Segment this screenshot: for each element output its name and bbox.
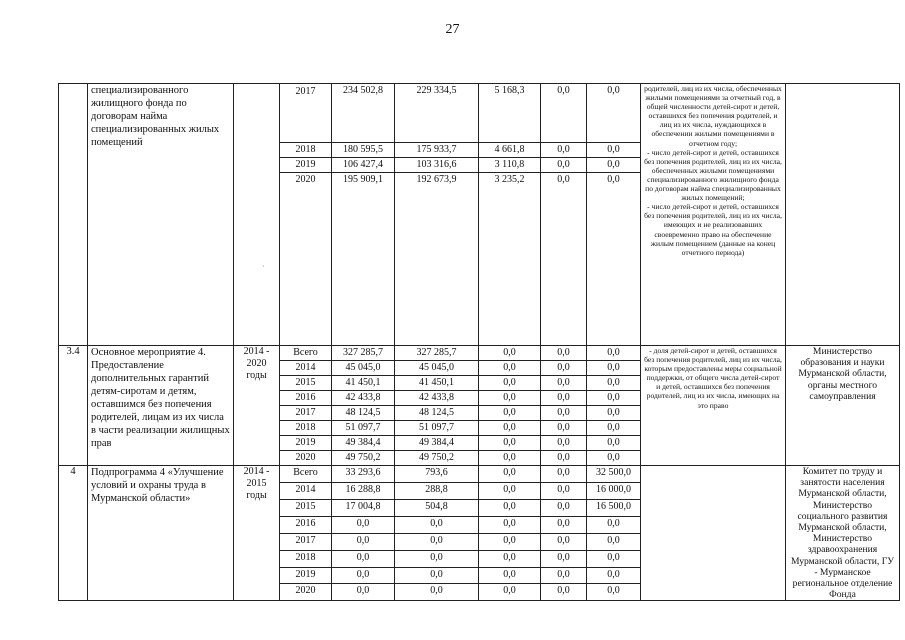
year-cell: 2018 (280, 550, 332, 567)
value-cell: 0,0 (479, 436, 541, 451)
value-cell: 0,0 (479, 421, 541, 436)
year-cell: 2016 (280, 516, 332, 533)
value-cell: 0,0 (541, 466, 587, 483)
value-cell: 0,0 (395, 550, 479, 567)
period-cell: 2014 - 2015 годы (234, 466, 280, 601)
value-cell: 41 450,1 (395, 376, 479, 391)
total-cell: 106 427,4 (332, 158, 395, 173)
value-cell: 32 500,0 (587, 466, 641, 483)
value-cell: 0,0 (541, 436, 587, 451)
value-cell: 0,0 (541, 84, 587, 143)
value-cell: 0,0 (479, 346, 541, 361)
total-cell: 0,0 (332, 533, 395, 550)
number-cell (59, 84, 88, 346)
value-cell: 327 285,7 (395, 346, 479, 361)
total-cell: 49 750,2 (332, 451, 395, 466)
value-cell: 0,0 (541, 421, 587, 436)
period-cell: 2014 - 2020 годы (234, 346, 280, 466)
year-cell: 2019 (280, 158, 332, 173)
value-cell: 3 110,8 (479, 158, 541, 173)
value-cell: 0,0 (479, 584, 541, 601)
value-cell: 0,0 (587, 406, 641, 421)
number-cell: 4 (59, 466, 88, 601)
executor-cell: Министерство образования и науки Мурманской области, органы местного самоуправления (786, 346, 900, 466)
year-cell: 2020 (280, 451, 332, 466)
program-table (58, 83, 900, 601)
value-cell: 5 168,3 (479, 84, 541, 143)
year-cell: 2018 (280, 143, 332, 158)
value-cell: 793,6 (395, 466, 479, 483)
year-cell: 2014 (280, 361, 332, 376)
value-cell: 0,0 (541, 550, 587, 567)
value-cell: 0,0 (479, 533, 541, 550)
measure-name-cell: Подпрограмма 4 «Улучшение условий и охраны труда в Мурманской области» (88, 466, 234, 601)
value-cell: 0,0 (479, 466, 541, 483)
value-cell: 0,0 (479, 406, 541, 421)
value-cell: 0,0 (587, 567, 641, 584)
value-cell: 0,0 (395, 567, 479, 584)
value-cell: 0,0 (541, 499, 587, 516)
value-cell: 0,0 (541, 361, 587, 376)
number-cell: 3.4 (59, 346, 88, 466)
total-cell: 0,0 (332, 567, 395, 584)
page-number: 27 (445, 22, 460, 37)
value-cell: 0,0 (541, 451, 587, 466)
value-cell: 0,0 (479, 516, 541, 533)
total-cell: 41 450,1 (332, 376, 395, 391)
value-cell: 0,0 (541, 391, 587, 406)
period-cell (234, 84, 280, 346)
value-cell: 0,0 (395, 584, 479, 601)
value-cell: 0,0 (395, 516, 479, 533)
value-cell: 48 124,5 (395, 406, 479, 421)
value-cell: 0,0 (541, 376, 587, 391)
value-cell: 49 750,2 (395, 451, 479, 466)
total-cell: 180 595,5 (332, 143, 395, 158)
year-cell: 2019 (280, 436, 332, 451)
value-cell: 103 316,6 (395, 158, 479, 173)
value-cell: 0,0 (587, 516, 641, 533)
value-cell: 4 661,8 (479, 143, 541, 158)
year-cell: Всего (280, 346, 332, 361)
value-cell: 0,0 (541, 173, 587, 346)
value-cell: 0,0 (479, 567, 541, 584)
value-cell: 0,0 (479, 361, 541, 376)
value-cell: 0,0 (479, 550, 541, 567)
total-cell: 0,0 (332, 584, 395, 601)
value-cell: 49 384,4 (395, 436, 479, 451)
value-cell: 0,0 (587, 84, 641, 143)
year-cell: Всего (280, 466, 332, 483)
value-cell: 0,0 (587, 436, 641, 451)
value-cell: 0,0 (541, 584, 587, 601)
year-cell: 2017 (280, 406, 332, 421)
executor-cell (786, 84, 900, 346)
value-cell: 0,0 (479, 499, 541, 516)
value-cell: 45 045,0 (395, 361, 479, 376)
value-cell: 0,0 (541, 567, 587, 584)
measure-name-cell: специализированного жилищного фонда по договорам найма специализированных жилых помещений (88, 84, 234, 346)
table-row (59, 346, 900, 361)
year-cell: 2019 (280, 567, 332, 584)
value-cell: 0,0 (479, 451, 541, 466)
value-cell: 229 334,5 (395, 84, 479, 143)
total-cell: 0,0 (332, 516, 395, 533)
total-cell: 195 909,1 (332, 173, 395, 346)
executor-cell: Комитет по труду и занятости населения Мурманской области, Министерство социального развития Мурманской области, Министерство здравоохранения Мурманской области, ГУ - Мурманское региональное отделение Фонда (786, 466, 900, 601)
value-cell: 0,0 (587, 346, 641, 361)
value-cell: 0,0 (541, 346, 587, 361)
total-cell: 42 433,8 (332, 391, 395, 406)
value-cell: 0,0 (587, 451, 641, 466)
indicators-cell: - доля детей-сирот и детей, оставшихся без попечения родителей, лиц из их числа, которым предоставлены меры социальной поддержки, от общего числа детей-сирот и детей, оставшихся без попечения родителей, лиц из их числа, имеющих на это право (641, 346, 786, 466)
value-cell: 504,8 (395, 499, 479, 516)
total-cell: 0,0 (332, 550, 395, 567)
total-cell: 17 004,8 (332, 499, 395, 516)
year-cell: 2014 (280, 482, 332, 499)
value-cell: 0,0 (587, 361, 641, 376)
value-cell: 288,8 (395, 482, 479, 499)
table-row (59, 84, 900, 143)
year-cell: 2020 (280, 173, 332, 346)
value-cell: 0,0 (541, 143, 587, 158)
value-cell: 0,0 (541, 516, 587, 533)
value-cell: 0,0 (587, 584, 641, 601)
table-row (59, 466, 900, 483)
indicators-cell: родителей, лиц из их числа, обеспеченных жилыми помещениями за отчетный год, в общей численности детей-сирот и детей, оставшихся без попечения родителей, и лиц из их числа, нуждающихся в обеспечении жилыми помещениями в отчетном году; - число детей-сирот и детей, оставшихся без попечения родителей, лиц из их числа, обеспеченных жилыми помещениями специализированного жилищного фонда по договорам найма специализированных жилых помещений; - число детей-сирот и детей, оставшихся без попечения родителей, лиц из их числа, имеющих и не реализовавших своевременно право на обеспечение жилым помещением (данные на конец отчетного периода) (641, 84, 786, 346)
value-cell: 42 433,8 (395, 391, 479, 406)
table-body (59, 84, 900, 601)
total-cell: 234 502,8 (332, 84, 395, 143)
total-cell: 45 045,0 (332, 361, 395, 376)
year-cell: 2015 (280, 499, 332, 516)
total-cell: 327 285,7 (332, 346, 395, 361)
value-cell: 0,0 (587, 533, 641, 550)
year-cell: 2017 (280, 84, 332, 143)
value-cell: 3 235,2 (479, 173, 541, 346)
value-cell: 0,0 (587, 173, 641, 346)
value-cell: 0,0 (587, 550, 641, 567)
scan-dot: · (262, 262, 265, 271)
total-cell: 48 124,5 (332, 406, 395, 421)
value-cell: 0,0 (541, 533, 587, 550)
year-cell: 2017 (280, 533, 332, 550)
measure-name-cell: Основное мероприятие 4. Предоставление дополнительных гарантий детям-сиротам и детям, оставшимся без попечения родителей, лицам из их числа в части реализации жилищных прав (88, 346, 234, 466)
value-cell: 192 673,9 (395, 173, 479, 346)
value-cell: 175 933,7 (395, 143, 479, 158)
value-cell: 0,0 (587, 421, 641, 436)
total-cell: 33 293,6 (332, 466, 395, 483)
value-cell: 0,0 (479, 482, 541, 499)
value-cell: 51 097,7 (395, 421, 479, 436)
value-cell: 0,0 (479, 391, 541, 406)
year-cell: 2020 (280, 584, 332, 601)
value-cell: 0,0 (587, 143, 641, 158)
value-cell: 16 500,0 (587, 499, 641, 516)
value-cell: 0,0 (587, 158, 641, 173)
total-cell: 51 097,7 (332, 421, 395, 436)
value-cell: 0,0 (395, 533, 479, 550)
year-cell: 2015 (280, 376, 332, 391)
value-cell: 16 000,0 (587, 482, 641, 499)
value-cell: 0,0 (541, 482, 587, 499)
year-cell: 2018 (280, 421, 332, 436)
value-cell: 0,0 (587, 376, 641, 391)
value-cell: 0,0 (541, 158, 587, 173)
year-cell: 2016 (280, 391, 332, 406)
total-cell: 16 288,8 (332, 482, 395, 499)
value-cell: 0,0 (541, 406, 587, 421)
value-cell: 0,0 (479, 376, 541, 391)
value-cell: 0,0 (587, 391, 641, 406)
total-cell: 49 384,4 (332, 436, 395, 451)
indicators-cell (641, 466, 786, 601)
